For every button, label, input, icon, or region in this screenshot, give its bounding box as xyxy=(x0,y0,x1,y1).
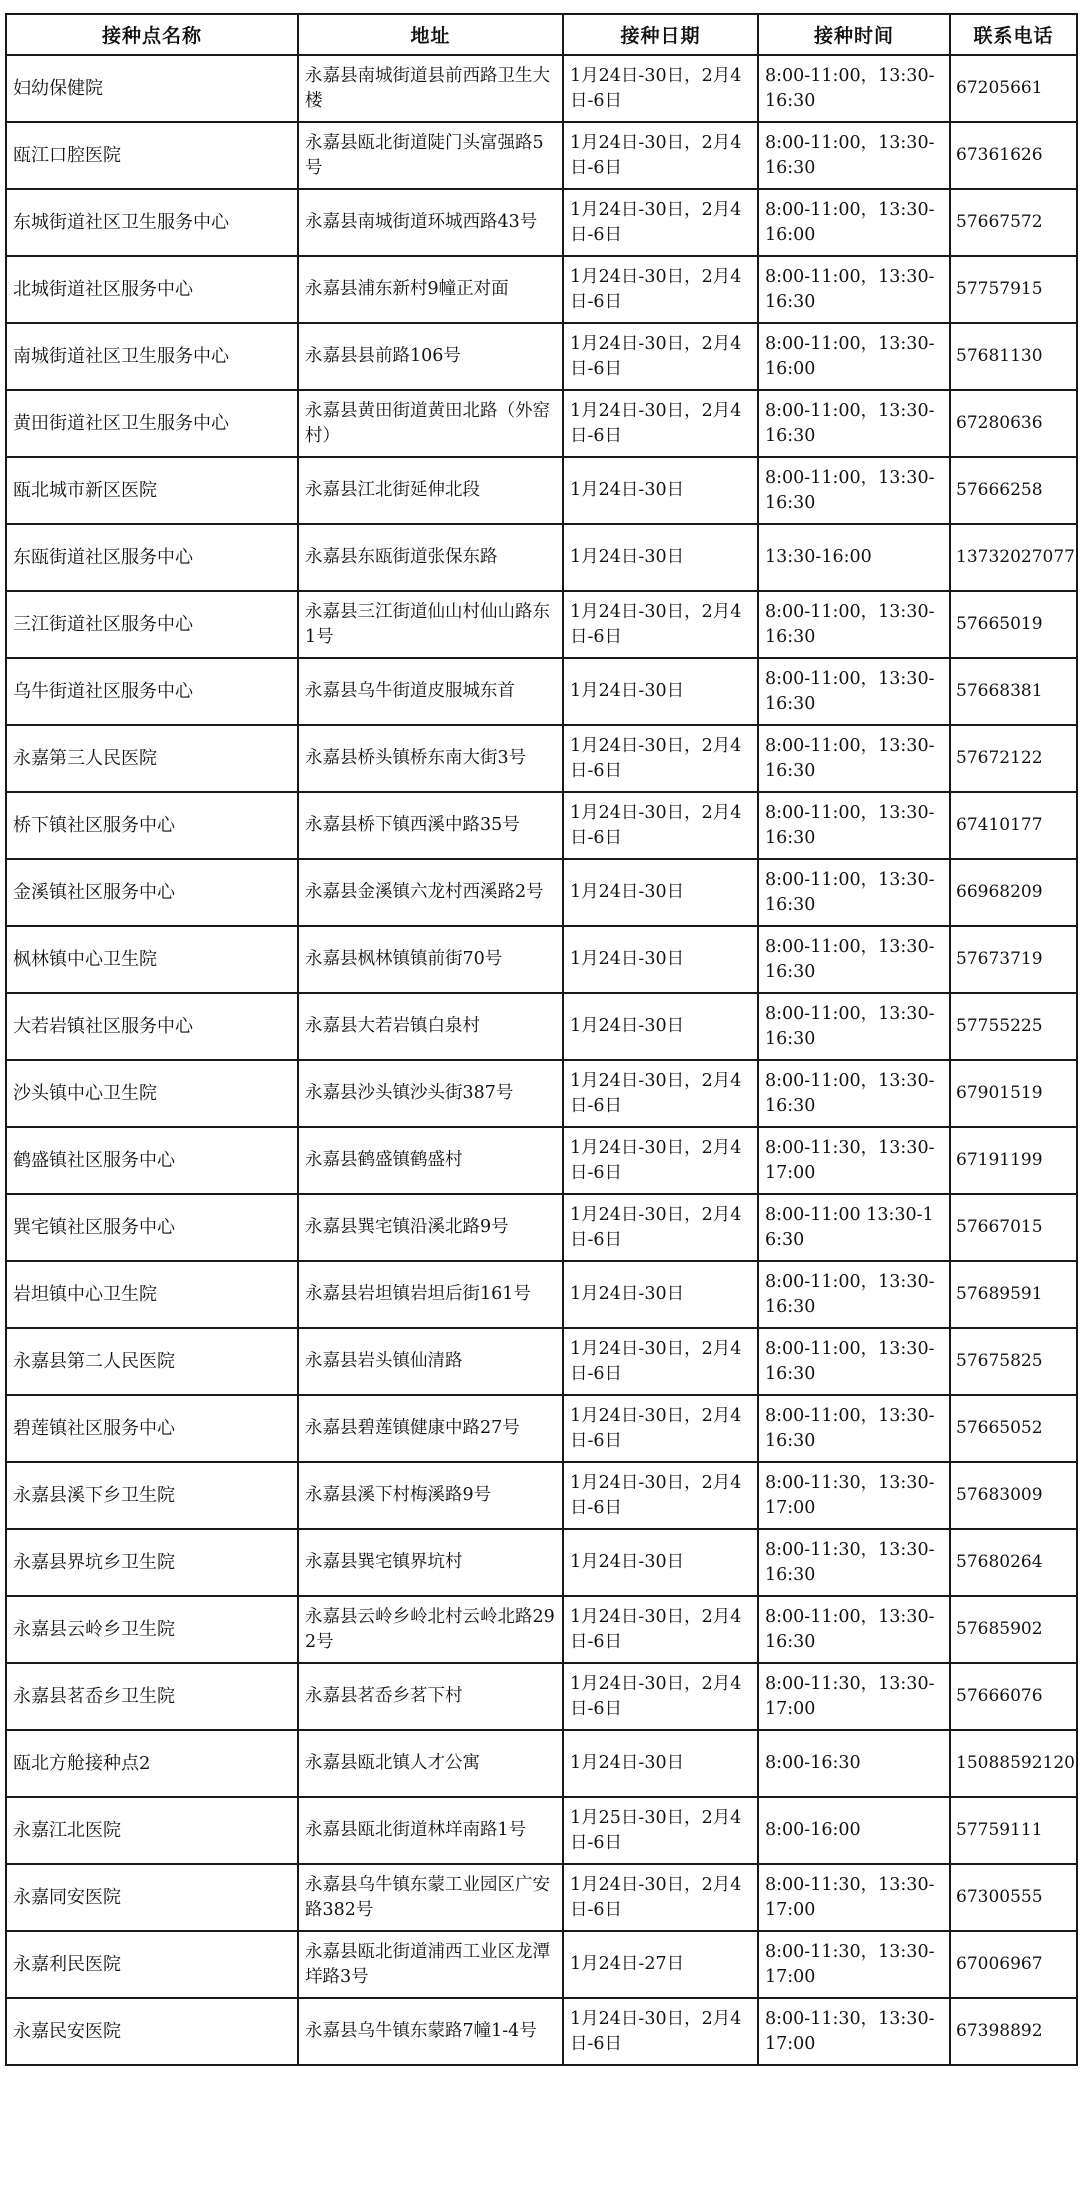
vaccination-time-cell: 8:00-11:00，13:30-16:00 xyxy=(758,189,950,256)
site-name-cell: 永嘉县溪下乡卫生院 xyxy=(6,1462,298,1529)
table-body xyxy=(6,55,1077,2065)
contact-phone-cell: 57667572 xyxy=(950,189,1077,256)
site-name-cell: 东城街道社区卫生服务中心 xyxy=(6,189,298,256)
table-row xyxy=(6,1998,1077,2065)
site-name-cell: 金溪镇社区服务中心 xyxy=(6,859,298,926)
site-name-cell: 桥下镇社区服务中心 xyxy=(6,792,298,859)
table-row xyxy=(6,1596,1077,1663)
site-address-cell: 永嘉县岩头镇仙清路 xyxy=(298,1328,563,1395)
vaccination-time-cell: 8:00-16:30 xyxy=(758,1730,950,1797)
vaccination-date-cell: 1月24日-30日，2月4日-6日 xyxy=(563,1998,758,2065)
site-name-cell: 永嘉县云岭乡卫生院 xyxy=(6,1596,298,1663)
vaccination-time-cell: 8:00-11:30，13:30-17:00 xyxy=(758,1127,950,1194)
contact-phone-cell: 57675825 xyxy=(950,1328,1077,1395)
vaccination-time-cell: 8:00-11:00，13:30-16:00 xyxy=(758,323,950,390)
site-name-cell: 乌牛街道社区服务中心 xyxy=(6,658,298,725)
table-row xyxy=(6,1730,1077,1797)
site-name-cell: 枫林镇中心卫生院 xyxy=(6,926,298,993)
vaccination-time-cell: 8:00-11:00，13:30-16:30 xyxy=(758,457,950,524)
table-row xyxy=(6,1797,1077,1864)
vaccination-time-cell: 8:00-11:00，13:30-16:30 xyxy=(758,1261,950,1328)
vaccination-date-cell: 1月24日-30日，2月4日-6日 xyxy=(563,591,758,658)
contact-phone-cell: 67205661 xyxy=(950,55,1077,122)
vaccination-date-cell: 1月24日-30日，2月4日-6日 xyxy=(563,725,758,792)
site-name-cell: 永嘉县茗岙乡卫生院 xyxy=(6,1663,298,1730)
site-address-cell: 永嘉县乌牛街道皮服城东首 xyxy=(298,658,563,725)
vaccination-time-cell: 8:00-11:30，13:30-17:00 xyxy=(758,1864,950,1931)
vaccination-date-cell: 1月24日-30日，2月4日-6日 xyxy=(563,792,758,859)
vaccination-time-cell: 8:00-11:30，13:30-16:30 xyxy=(758,1529,950,1596)
table-row xyxy=(6,1663,1077,1730)
site-address-cell: 永嘉县巽宅镇界坑村 xyxy=(298,1529,563,1596)
site-address-cell: 永嘉县巽宅镇沿溪北路9号 xyxy=(298,1194,563,1261)
site-name-cell: 岩坦镇中心卫生院 xyxy=(6,1261,298,1328)
site-name-cell: 永嘉民安医院 xyxy=(6,1998,298,2065)
vaccination-date-cell: 1月24日-30日，2月4日-6日 xyxy=(563,256,758,323)
table-row xyxy=(6,1395,1077,1462)
site-address-cell: 永嘉县乌牛镇东蒙工业园区广安路382号 xyxy=(298,1864,563,1931)
vaccination-date-cell: 1月24日-30日 xyxy=(563,926,758,993)
column-header-phone: 联系电话 xyxy=(950,14,1077,55)
table-row xyxy=(6,390,1077,457)
site-address-cell: 永嘉县县前路106号 xyxy=(298,323,563,390)
site-address-cell: 永嘉县枫林镇镇前街70号 xyxy=(298,926,563,993)
table-row xyxy=(6,457,1077,524)
contact-phone-cell: 67191199 xyxy=(950,1127,1077,1194)
vaccination-date-cell: 1月24日-30日，2月4日-6日 xyxy=(563,189,758,256)
table-row xyxy=(6,926,1077,993)
vaccination-date-cell: 1月24日-30日，2月4日-6日 xyxy=(563,1395,758,1462)
site-address-cell: 永嘉县南城街道环城西路43号 xyxy=(298,189,563,256)
vaccination-date-cell: 1月24日-30日 xyxy=(563,993,758,1060)
vaccination-date-cell: 1月25日-30日，2月4日-6日 xyxy=(563,1797,758,1864)
vaccination-date-cell: 1月24日-30日 xyxy=(563,1730,758,1797)
site-name-cell: 鹤盛镇社区服务中心 xyxy=(6,1127,298,1194)
vaccination-time-cell: 8:00-11:30，13:30-17:00 xyxy=(758,1998,950,2065)
site-address-cell: 永嘉县南城街道县前西路卫生大楼 xyxy=(298,55,563,122)
table-row xyxy=(6,524,1077,591)
vaccination-date-cell: 1月24日-30日 xyxy=(563,457,758,524)
site-address-cell: 永嘉县瓯北街道林垟南路1号 xyxy=(298,1797,563,1864)
site-name-cell: 三江街道社区服务中心 xyxy=(6,591,298,658)
contact-phone-cell: 57759111 xyxy=(950,1797,1077,1864)
site-address-cell: 永嘉县瓯北街道浦西工业区龙潭垟路3号 xyxy=(298,1931,563,1998)
vaccination-date-cell: 1月24日-30日，2月4日-6日 xyxy=(563,1060,758,1127)
site-name-cell: 永嘉利民医院 xyxy=(6,1931,298,1998)
column-header-name: 接种点名称 xyxy=(6,14,298,55)
table-row xyxy=(6,725,1077,792)
table-row xyxy=(6,591,1077,658)
vaccination-date-cell: 1月24日-30日 xyxy=(563,524,758,591)
site-address-cell: 永嘉县云岭乡岭北村云岭北路292号 xyxy=(298,1596,563,1663)
contact-phone-cell: 57668381 xyxy=(950,658,1077,725)
site-address-cell: 永嘉县乌牛镇东蒙路7幢1-4号 xyxy=(298,1998,563,2065)
column-header-address: 地址 xyxy=(298,14,563,55)
table-row xyxy=(6,1194,1077,1261)
site-name-cell: 北城街道社区服务中心 xyxy=(6,256,298,323)
vaccination-time-cell: 8:00-11:00，13:30-16:30 xyxy=(758,256,950,323)
vaccination-time-cell: 8:00-11:00，13:30-16:30 xyxy=(758,1060,950,1127)
contact-phone-cell: 67300555 xyxy=(950,1864,1077,1931)
vaccination-time-cell: 8:00-11:30，13:30-17:00 xyxy=(758,1931,950,1998)
vaccination-time-cell: 8:00-16:00 xyxy=(758,1797,950,1864)
site-name-cell: 东瓯街道社区服务中心 xyxy=(6,524,298,591)
vaccination-date-cell: 1月24日-30日，2月4日-6日 xyxy=(563,55,758,122)
vaccination-time-cell: 8:00-11:00，13:30-16:30 xyxy=(758,658,950,725)
vaccination-time-cell: 8:00-11:30，13:30-17:00 xyxy=(758,1462,950,1529)
site-address-cell: 永嘉县浦东新村9幢正对面 xyxy=(298,256,563,323)
table-row xyxy=(6,1261,1077,1328)
vaccination-time-cell: 8:00-11:00，13:30-16:30 xyxy=(758,591,950,658)
site-name-cell: 瓯北方舱接种点2 xyxy=(6,1730,298,1797)
site-address-cell: 永嘉县三江街道仙山村仙山路东1号 xyxy=(298,591,563,658)
table-row xyxy=(6,1060,1077,1127)
contact-phone-cell: 67901519 xyxy=(950,1060,1077,1127)
vaccination-date-cell: 1月24日-30日 xyxy=(563,1261,758,1328)
vaccination-date-cell: 1月24日-30日，2月4日-6日 xyxy=(563,122,758,189)
contact-phone-cell: 67398892 xyxy=(950,1998,1077,2065)
site-name-cell: 大若岩镇社区服务中心 xyxy=(6,993,298,1060)
site-address-cell: 永嘉县金溪镇六龙村西溪路2号 xyxy=(298,859,563,926)
contact-phone-cell: 57665052 xyxy=(950,1395,1077,1462)
site-address-cell: 永嘉县岩坦镇岩坦后街161号 xyxy=(298,1261,563,1328)
contact-phone-cell: 67410177 xyxy=(950,792,1077,859)
column-header-date: 接种日期 xyxy=(563,14,758,55)
table-row xyxy=(6,1127,1077,1194)
vaccination-time-cell: 8:00-11:00，13:30-16:30 xyxy=(758,55,950,122)
vaccination-time-cell: 8:00-11:00，13:30-16:30 xyxy=(758,1596,950,1663)
site-address-cell: 永嘉县桥头镇桥东南大街3号 xyxy=(298,725,563,792)
contact-phone-cell: 13732027077 xyxy=(950,524,1077,591)
table-row xyxy=(6,256,1077,323)
contact-phone-cell: 57680264 xyxy=(950,1529,1077,1596)
site-name-cell: 瓯江口腔医院 xyxy=(6,122,298,189)
contact-phone-cell: 15088592120 xyxy=(950,1730,1077,1797)
site-name-cell: 永嘉第三人民医院 xyxy=(6,725,298,792)
vaccination-date-cell: 1月24日-30日 xyxy=(563,658,758,725)
site-name-cell: 沙头镇中心卫生院 xyxy=(6,1060,298,1127)
vaccination-time-cell: 8:00-11:00，13:30-16:30 xyxy=(758,859,950,926)
contact-phone-cell: 57755225 xyxy=(950,993,1077,1060)
site-name-cell: 黄田街道社区卫生服务中心 xyxy=(6,390,298,457)
column-header-time: 接种时间 xyxy=(758,14,950,55)
vaccination-time-cell: 8:00-11:30，13:30-17:00 xyxy=(758,1663,950,1730)
vaccination-time-cell: 8:00-11:00，13:30-16:30 xyxy=(758,390,950,457)
vaccination-date-cell: 1月24日-30日，2月4日-6日 xyxy=(563,1194,758,1261)
vaccination-date-cell: 1月24日-30日，2月4日-6日 xyxy=(563,1864,758,1931)
site-name-cell: 永嘉县第二人民医院 xyxy=(6,1328,298,1395)
vaccination-date-cell: 1月24日-27日 xyxy=(563,1931,758,1998)
vaccination-time-cell: 8:00-11:00，13:30-16:30 xyxy=(758,1328,950,1395)
site-name-cell: 巽宅镇社区服务中心 xyxy=(6,1194,298,1261)
vaccination-time-cell: 8:00-11:00，13:30-16:30 xyxy=(758,993,950,1060)
contact-phone-cell: 57667015 xyxy=(950,1194,1077,1261)
table-row xyxy=(6,792,1077,859)
site-address-cell: 永嘉县黄田街道黄田北路（外窑村） xyxy=(298,390,563,457)
table-row xyxy=(6,1864,1077,1931)
vaccination-time-cell: 8:00-11:00，13:30-16:30 xyxy=(758,1395,950,1462)
table-row xyxy=(6,993,1077,1060)
contact-phone-cell: 57681130 xyxy=(950,323,1077,390)
table-row xyxy=(6,1462,1077,1529)
table-row xyxy=(6,1931,1077,1998)
contact-phone-cell: 67280636 xyxy=(950,390,1077,457)
vaccination-time-cell: 8:00-11:00 13:30-16:30 xyxy=(758,1194,950,1261)
table-row xyxy=(6,323,1077,390)
contact-phone-cell: 67006967 xyxy=(950,1931,1077,1998)
table-row xyxy=(6,122,1077,189)
vaccination-date-cell: 1月24日-30日，2月4日-6日 xyxy=(563,1663,758,1730)
vaccination-time-cell: 8:00-11:00，13:30-16:30 xyxy=(758,926,950,993)
table-row xyxy=(6,1529,1077,1596)
contact-phone-cell: 57683009 xyxy=(950,1462,1077,1529)
site-name-cell: 瓯北城市新区医院 xyxy=(6,457,298,524)
site-address-cell: 永嘉县东瓯街道张保东路 xyxy=(298,524,563,591)
vaccination-date-cell: 1月24日-30日 xyxy=(563,1529,758,1596)
contact-phone-cell: 57689591 xyxy=(950,1261,1077,1328)
site-address-cell: 永嘉县鹤盛镇鹤盛村 xyxy=(298,1127,563,1194)
site-address-cell: 永嘉县碧莲镇健康中路27号 xyxy=(298,1395,563,1462)
site-name-cell: 永嘉江北医院 xyxy=(6,1797,298,1864)
site-address-cell: 永嘉县瓯北街道陡门头富强路5号 xyxy=(298,122,563,189)
site-address-cell: 永嘉县江北街延伸北段 xyxy=(298,457,563,524)
site-name-cell: 永嘉县界坑乡卫生院 xyxy=(6,1529,298,1596)
site-address-cell: 永嘉县溪下村梅溪路9号 xyxy=(298,1462,563,1529)
contact-phone-cell: 57673719 xyxy=(950,926,1077,993)
site-address-cell: 永嘉县瓯北镇人才公寓 xyxy=(298,1730,563,1797)
table-row xyxy=(6,859,1077,926)
site-address-cell: 永嘉县桥下镇西溪中路35号 xyxy=(298,792,563,859)
vaccination-date-cell: 1月24日-30日 xyxy=(563,859,758,926)
table-row xyxy=(6,658,1077,725)
vaccination-time-cell: 8:00-11:00，13:30-16:30 xyxy=(758,122,950,189)
site-name-cell: 妇幼保健院 xyxy=(6,55,298,122)
contact-phone-cell: 57666076 xyxy=(950,1663,1077,1730)
site-name-cell: 南城街道社区卫生服务中心 xyxy=(6,323,298,390)
contact-phone-cell: 57685902 xyxy=(950,1596,1077,1663)
vaccination-date-cell: 1月24日-30日，2月4日-6日 xyxy=(563,390,758,457)
vaccination-date-cell: 1月24日-30日，2月4日-6日 xyxy=(563,1596,758,1663)
vaccination-time-cell: 8:00-11:00，13:30-16:30 xyxy=(758,792,950,859)
site-address-cell: 永嘉县茗岙乡茗下村 xyxy=(298,1663,563,1730)
contact-phone-cell: 67361626 xyxy=(950,122,1077,189)
vaccination-date-cell: 1月24日-30日，2月4日-6日 xyxy=(563,1127,758,1194)
table-row xyxy=(6,189,1077,256)
vaccination-date-cell: 1月24日-30日，2月4日-6日 xyxy=(563,1462,758,1529)
site-address-cell: 永嘉县沙头镇沙头街387号 xyxy=(298,1060,563,1127)
contact-phone-cell: 57666258 xyxy=(950,457,1077,524)
contact-phone-cell: 57665019 xyxy=(950,591,1077,658)
vaccination-date-cell: 1月24日-30日，2月4日-6日 xyxy=(563,1328,758,1395)
site-name-cell: 碧莲镇社区服务中心 xyxy=(6,1395,298,1462)
site-name-cell: 永嘉同安医院 xyxy=(6,1864,298,1931)
vaccination-sites-table xyxy=(5,13,1078,2066)
vaccination-date-cell: 1月24日-30日，2月4日-6日 xyxy=(563,323,758,390)
contact-phone-cell: 66968209 xyxy=(950,859,1077,926)
vaccination-time-cell: 13:30-16:00 xyxy=(758,524,950,591)
site-address-cell: 永嘉县大若岩镇白泉村 xyxy=(298,993,563,1060)
table-row xyxy=(6,1328,1077,1395)
contact-phone-cell: 57757915 xyxy=(950,256,1077,323)
contact-phone-cell: 57672122 xyxy=(950,725,1077,792)
vaccination-time-cell: 8:00-11:00，13:30-16:30 xyxy=(758,725,950,792)
table-row xyxy=(6,55,1077,122)
table-header-row xyxy=(6,14,1077,55)
